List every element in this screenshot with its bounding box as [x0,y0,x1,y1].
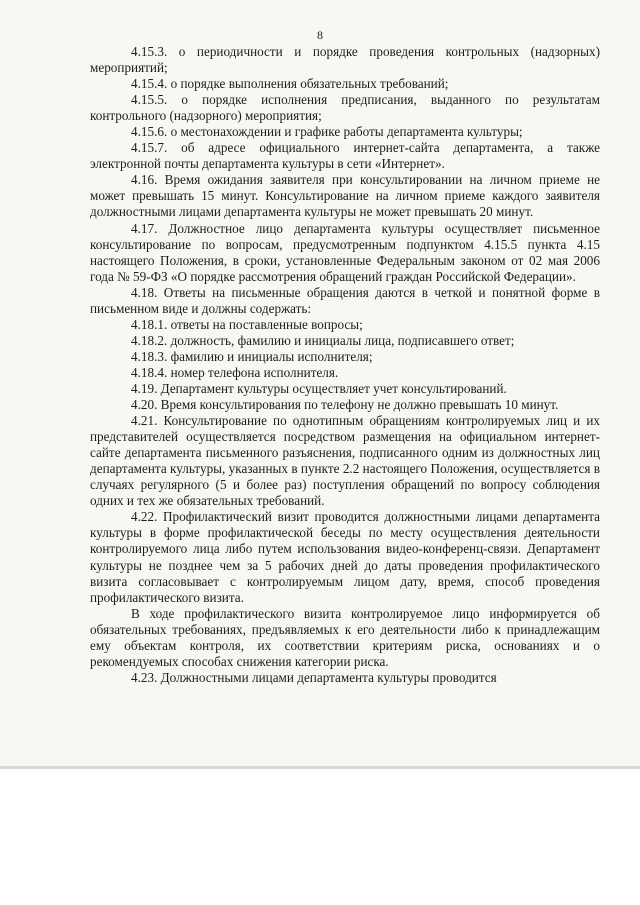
paragraph-4-18: 4.18. Ответы на письменные обращения даются в четкой и понятной форме в письменном виде и должны содержать: [90,284,600,316]
paragraph-4-16: 4.16. Время ожидания заявителя при консультировании на личном приеме не может превышать 15 минут. Консультирование на личном приеме каждого заявителя должностными лицами департамента культуры не может превышать 20 минут. [90,172,600,220]
paragraph-4-15-5: 4.15.5. о порядке исполнения предписания, выданного по результатам контрольного (надзорного) мероприятия; [90,92,600,124]
paragraph-4-18-3: 4.18.3. фамилию и инициалы исполнителя; [131,348,373,364]
paragraph-4-20: 4.20. Время консультирования по телефону не должно превышать 10 минут. [131,397,559,413]
paragraph-4-17: 4.17. Должностное лицо департамента культуры осуществляет письменное консультирование по вопросам, предусмотренным подпунктом 4.15.5 пункта 4.15 настоящего Положения, в сроки, установленные Федеральным законом от 02 мая 2006 года № 59-ФЗ «О порядке рассмотрения обращений граждан Российской Федерации». [90,220,600,284]
paragraph-4-23: 4.23. Должностными лицами департамента культуры проводится [131,669,497,685]
scan-edge [0,766,640,769]
document-body [90,44,600,686]
paragraph-4-21: 4.21. Консультирование по однотипным обращениям контролируемых лиц и их представителей осуществляется посредством размещения на официальном интернет-сайте департамента письменного разъяснения, подписанного одним из должностных лиц департамента культуры, указанных в пункте 2.2 настоящего Положения, осуществляется в случаях регулярного (5 и более раз) поступления обращений по вопросу соблюдения одних и тех же обязательных требований. [90,413,600,509]
paragraph-4-22: 4.22. Профилактический визит проводится должностными лицами департамента культуры в форме профилактической беседы по месту осуществления деятельности контролируемого лица либо путем использования видео-конференц-связи. Департамент культуры не позднее чем за 5 рабочих дней до даты проведения профилактического визита согласовывает с контролируемым лицом дату, время, способ проведения профилактического визита. [90,509,600,605]
paragraph-4-15-6: 4.15.6. о местонахождении и графике работы департамента культуры; [131,124,523,140]
paragraph-4-18-2: 4.18.2. должность, фамилию и инициалы лица, подписавшего ответ; [131,332,515,348]
paragraph-4-15-3: 4.15.3. о периодичности и порядке проведения контрольных (надзорных) мероприятий; [90,44,600,76]
paragraph-4-15-4: 4.15.4. о порядке выполнения обязательных требований; [131,76,449,92]
paragraph-4-18-1: 4.18.1. ответы на поставленные вопросы; [131,316,363,332]
page-number: 8 [317,28,323,42]
paragraph-4-19: 4.19. Департамент культуры осуществляет учет консультирований. [131,380,507,396]
paragraph-4-15-7: 4.15.7. об адресе официального интернет-сайта департамента, а также электронной почты департамента культуры в сети «Интернет». [90,140,600,172]
paragraph-4-18-4: 4.18.4. номер телефона исполнителя. [131,364,339,380]
paragraph-4-22-continued: В ходе профилактического визита контролируемое лицо информируется об обязательных требованиях, предъявляемых к его деятельности либо к принадлежащим ему объектам контроля, их соответствии критериям риска, основаниях и о рекомендуемых способах снижения категории риска. [90,605,600,669]
